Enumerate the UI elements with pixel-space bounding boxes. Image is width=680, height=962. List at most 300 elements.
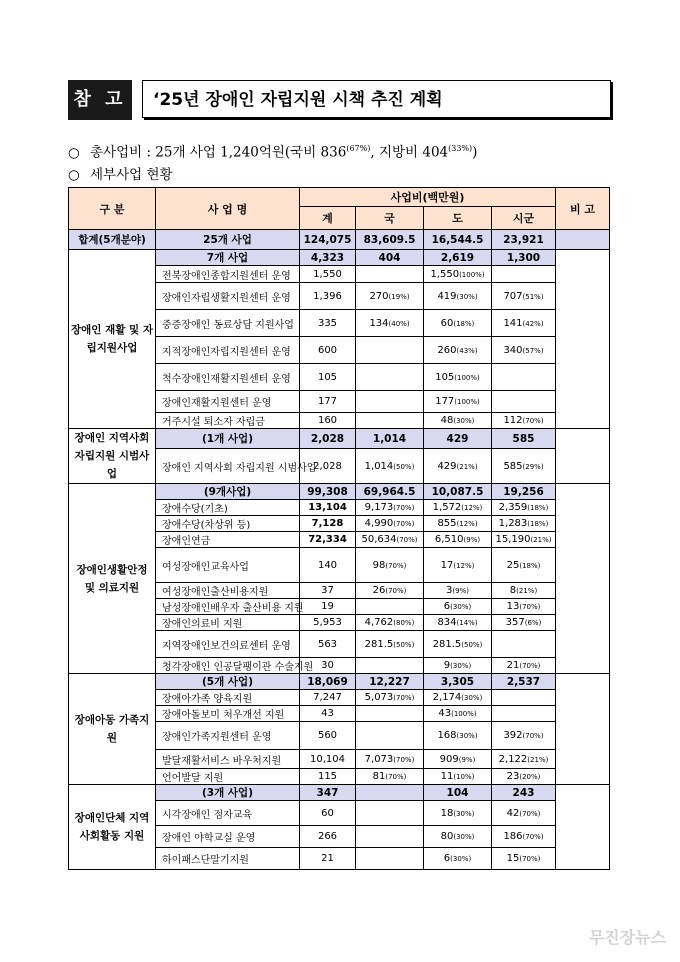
project-name: 장애수당(차상위 등) [156, 516, 300, 532]
group-summary-city: 19,256 [492, 484, 556, 500]
project-province-value: 2,174 [432, 692, 462, 703]
project-city-value: 392 [503, 730, 523, 741]
project-total: 105 [300, 364, 356, 391]
project-city-share: (18%) [527, 520, 549, 528]
group-summary-province: 2,619 [424, 250, 492, 266]
group-summary-row [69, 674, 610, 690]
project-province-share: (21%) [456, 462, 478, 471]
project-total: 10,104 [300, 750, 356, 769]
project-name: 여성장애인출산비용지원 [156, 583, 300, 599]
header-name: 사 업 명 [156, 188, 300, 230]
project-total: 30 [300, 658, 356, 674]
project-city-share: (70%) [519, 603, 541, 611]
project-national [356, 769, 424, 785]
project-name: 장애수당(기초) [156, 500, 300, 516]
header-category: 구 분 [69, 188, 156, 230]
project-province-value: 260 [437, 344, 457, 356]
project-name: 장애인 야학교실 운영 [156, 826, 300, 848]
project-province [424, 337, 492, 364]
project-national-value: 5,073 [364, 692, 394, 703]
group-summary-row [69, 484, 610, 500]
project-city [492, 583, 556, 599]
project-name: 장애아가족 양육지원 [156, 690, 300, 706]
project-name: 지역장애인보건의료센터 운영 [156, 631, 300, 658]
project-city [492, 658, 556, 674]
project-national-value: 4,762 [364, 617, 394, 628]
project-province-share: (30%) [453, 833, 475, 841]
project-province-value: 834 [437, 617, 457, 628]
project-total: 140 [300, 548, 356, 583]
bullet-text: 총사업비 : 25개 사업 1,240억원(국비 836 [90, 144, 347, 161]
project-city-value: 2,122 [498, 753, 528, 765]
grand-total-label: 합계(5개분야) [69, 230, 156, 250]
project-total: 7,247 [300, 690, 356, 706]
project-national [356, 583, 424, 599]
group-summary-total: 2,028 [300, 429, 356, 449]
project-province-value: 419 [437, 290, 457, 302]
project-province-share: (14%) [456, 619, 478, 627]
project-city [492, 750, 556, 769]
project-national-value: 26 [372, 585, 386, 596]
project-province-value: 168 [437, 730, 457, 741]
project-national-value: 281.5 [364, 638, 394, 650]
group-summary-city: 1,300 [492, 250, 556, 266]
bullet-sup: (33%) [448, 144, 473, 153]
project-province-share: (100%) [454, 398, 480, 406]
project-city [492, 615, 556, 631]
project-city [492, 310, 556, 337]
group-summary-total: 347 [300, 785, 356, 801]
project-total: 2,028 [300, 449, 356, 484]
project-national [356, 848, 424, 870]
project-total: 7,128 [300, 516, 356, 532]
project-province-share: (50%) [461, 640, 483, 649]
project-province-value: 18 [440, 807, 454, 819]
project-national-value: 81 [372, 771, 386, 782]
project-total: 13,104 [300, 500, 356, 516]
project-province [424, 706, 492, 722]
project-city [492, 391, 556, 413]
group-summary-row [69, 250, 610, 266]
grand-total-province: 16,544.5 [424, 230, 492, 250]
project-city-value: 340 [503, 344, 523, 356]
project-province-value: 80 [440, 831, 454, 842]
group-summary-total: 99,308 [300, 484, 356, 500]
project-city-value: 186 [503, 831, 523, 842]
project-city [492, 266, 556, 283]
project-city [492, 337, 556, 364]
bullet-detail-status [68, 164, 477, 186]
group-summary-total: 18,069 [300, 674, 356, 690]
project-province-share: (12%) [461, 504, 483, 512]
project-national-share: (70%) [385, 587, 407, 595]
page-title: ‘25년 장애인 자립지원 시책 추진 계획 [142, 80, 611, 118]
project-national [356, 413, 424, 429]
project-national [356, 548, 424, 583]
header-national: 국 [356, 207, 424, 230]
group-summary-row [69, 785, 610, 801]
project-name: 여성장애인교육사업 [156, 548, 300, 583]
project-city-value: 2,359 [498, 502, 528, 513]
grand-total-national: 83,609.5 [356, 230, 424, 250]
project-city-value: 25 [506, 559, 520, 571]
project-national [356, 706, 424, 722]
project-total: 21 [300, 848, 356, 870]
project-province-value: 6 [443, 853, 451, 864]
group-category: 장애인생활안정 및 의료지원 [69, 484, 156, 674]
header-budget: 사업비(백만원) [300, 188, 556, 207]
project-province-value: 3 [446, 585, 453, 596]
project-national-share: (70%) [396, 536, 418, 544]
project-city [492, 532, 556, 548]
project-total: 560 [300, 722, 356, 750]
group-summary-city: 243 [492, 785, 556, 801]
project-province-share: (43%) [456, 346, 478, 355]
project-city-value: 141 [503, 317, 523, 329]
project-national [356, 801, 424, 826]
project-province-share: (100%) [454, 373, 480, 382]
group-note [556, 484, 610, 674]
bullet-text-end: ) [472, 144, 478, 161]
project-province [424, 516, 492, 532]
project-province-value: 281.5 [432, 638, 462, 650]
project-total: 115 [300, 769, 356, 785]
bullet-text: 세부사업 현황 [90, 166, 173, 183]
project-city-value: 1,283 [498, 518, 528, 529]
group-summary-row [69, 429, 610, 449]
project-national-share: (40%) [388, 319, 410, 328]
project-province [424, 364, 492, 391]
page-header [68, 80, 613, 120]
group-summary-name: (3개 사업) [156, 785, 300, 801]
project-province-share: (10%) [453, 773, 475, 781]
group-summary-province: 429 [424, 429, 492, 449]
project-province-value: 43 [438, 708, 452, 719]
project-national [356, 615, 424, 631]
project-city [492, 690, 556, 706]
project-total: 37 [300, 583, 356, 599]
project-province-value: 1,550 [430, 268, 460, 280]
project-national [356, 658, 424, 674]
project-national-share: (50%) [393, 462, 415, 471]
project-city [492, 848, 556, 870]
grand-total-total: 124,075 [300, 230, 356, 250]
group-summary-name: 7개 사업 [156, 250, 300, 266]
group-summary-name: (9개사업) [156, 484, 300, 500]
project-national-value: 9,173 [364, 502, 394, 513]
project-city-value: 707 [503, 290, 523, 302]
project-province [424, 599, 492, 615]
project-province-share: (9%) [458, 755, 476, 764]
header-note: 비 고 [556, 188, 610, 230]
project-province [424, 500, 492, 516]
project-total: 1,550 [300, 266, 356, 283]
project-name: 시각장애인 점자교육 [156, 801, 300, 826]
group-summary-national: 12,227 [356, 674, 424, 690]
project-national [356, 690, 424, 706]
project-national-share: (70%) [393, 520, 415, 528]
project-city-share: (70%) [522, 417, 544, 425]
project-province-value: 60 [440, 317, 454, 329]
group-summary-province: 3,305 [424, 674, 492, 690]
project-national-share: (70%) [385, 561, 407, 570]
project-province-share: (30%) [456, 292, 478, 301]
project-national [356, 283, 424, 310]
project-city-share: (6%) [524, 619, 542, 627]
project-province-value: 9 [443, 660, 451, 671]
project-city-share: (20%) [519, 773, 541, 781]
project-province [424, 532, 492, 548]
watermark-logo: 무진장뉴스 [588, 928, 666, 947]
project-national-share: (50%) [393, 640, 415, 649]
project-province-value: 6 [443, 601, 451, 612]
project-city-share: (70%) [519, 809, 541, 818]
project-province-share: (9%) [463, 536, 481, 544]
project-national-share: (19%) [388, 292, 410, 301]
project-name: 장애인의료비 지원 [156, 615, 300, 631]
project-city-share: (21%) [516, 587, 538, 595]
project-city [492, 801, 556, 826]
header-province: 도 [424, 207, 492, 230]
project-total: 335 [300, 310, 356, 337]
project-province [424, 750, 492, 769]
bullet-sup: (67%) [346, 144, 371, 153]
project-province [424, 413, 492, 429]
project-national [356, 364, 424, 391]
project-total: 43 [300, 706, 356, 722]
project-city-value: 585 [503, 460, 523, 472]
project-name: 청각장애인 인공달팽이관 수술지원 [156, 658, 300, 674]
project-province [424, 769, 492, 785]
project-city-share: (29%) [522, 462, 544, 471]
project-province-share: (12%) [456, 520, 478, 528]
project-province-share: (30%) [456, 732, 478, 740]
group-summary-city: 2,537 [492, 674, 556, 690]
project-total: 72,334 [300, 532, 356, 548]
project-national [356, 532, 424, 548]
project-province [424, 266, 492, 283]
project-city [492, 722, 556, 750]
project-national-value: 7,073 [364, 753, 394, 765]
project-city [492, 364, 556, 391]
project-national-value: 4,990 [364, 518, 394, 529]
project-name: 중증장애인 동료상담 지원사업 [156, 310, 300, 337]
project-national-share: (70%) [393, 504, 415, 512]
project-city [492, 769, 556, 785]
project-name: 언어발달 지원 [156, 769, 300, 785]
project-city-share: (70%) [519, 662, 541, 670]
project-province-value: 11 [440, 771, 454, 782]
project-province [424, 658, 492, 674]
group-note [556, 785, 610, 870]
project-national-share: (70%) [393, 694, 415, 702]
project-province [424, 801, 492, 826]
header-total: 계 [300, 207, 356, 230]
group-summary-national: 1,014 [356, 429, 424, 449]
group-category: 장애인단체 지역사회활동 지원 [69, 785, 156, 870]
project-province-value: 429 [437, 460, 457, 472]
project-city-share: (18%) [519, 561, 541, 570]
bullet-mark: ○ [68, 144, 80, 161]
group-category: 장애인 지역사회 자립지원 시범사업 [69, 429, 156, 484]
project-national-share: (80%) [393, 619, 415, 627]
project-name: 척수장애인재활지원센터 운영 [156, 364, 300, 391]
group-summary-national: 69,964.5 [356, 484, 424, 500]
project-national-share: (70%) [393, 755, 415, 764]
project-province [424, 722, 492, 750]
project-name: 장애아돌보미 처우개선 지원 [156, 706, 300, 722]
project-city [492, 449, 556, 484]
group-note [556, 250, 610, 429]
group-category: 장애아동 가족지원 [69, 674, 156, 785]
project-name: 남성장애인배우자 출산비용 지원 [156, 599, 300, 615]
project-province [424, 826, 492, 848]
project-national [356, 826, 424, 848]
project-national [356, 310, 424, 337]
project-national-value: 1,014 [364, 460, 394, 472]
project-total: 60 [300, 801, 356, 826]
project-city [492, 516, 556, 532]
project-city [492, 500, 556, 516]
project-province-share: (12%) [453, 561, 475, 570]
project-total: 266 [300, 826, 356, 848]
project-national [356, 500, 424, 516]
project-city-share: (51%) [522, 292, 544, 301]
project-name: 지적장애인자립지원센터 운영 [156, 337, 300, 364]
project-total: 160 [300, 413, 356, 429]
project-province [424, 583, 492, 599]
project-national-value: 98 [372, 559, 386, 571]
project-city [492, 599, 556, 615]
project-city-share: (70%) [519, 855, 541, 863]
project-name: 거주시설 퇴소자 자립금 [156, 413, 300, 429]
project-total: 600 [300, 337, 356, 364]
project-city-value: 8 [509, 585, 517, 596]
project-province-share: (30%) [453, 809, 475, 818]
group-summary-province: 10,087.5 [424, 484, 492, 500]
project-national-value: 134 [369, 317, 389, 329]
group-summary-national: 404 [356, 250, 424, 266]
project-name: 장애인가족지원센터 운영 [156, 722, 300, 750]
group-summary-name: (1개 사업) [156, 429, 300, 449]
project-national [356, 266, 424, 283]
grand-total-note [556, 230, 610, 250]
project-province-value: 855 [437, 518, 457, 529]
group-summary-city: 585 [492, 429, 556, 449]
project-city-value: 357 [505, 617, 525, 628]
grand-total-city: 23,921 [492, 230, 556, 250]
group-note [556, 429, 610, 484]
project-total: 177 [300, 391, 356, 413]
summary-bullets [68, 138, 477, 186]
project-national [356, 722, 424, 750]
bullet-text-mid: , 지방비 404 [370, 144, 449, 161]
project-name: 하이패스단말기지원 [156, 848, 300, 870]
project-national [356, 516, 424, 532]
group-summary-province: 104 [424, 785, 492, 801]
project-national-share: (70%) [385, 773, 407, 781]
project-province-value: 105 [435, 371, 455, 383]
bullet-total-budget [68, 138, 477, 164]
group-note [556, 674, 610, 785]
group-category: 장애인 재활 및 자립지원사업 [69, 250, 156, 429]
project-province-share: (18%) [453, 319, 475, 328]
project-city-share: (70%) [522, 833, 544, 841]
project-province-share: (30%) [461, 694, 483, 702]
project-city-value: 15,190 [495, 534, 531, 545]
project-province-share: (100%) [451, 710, 477, 718]
project-national-value: 270 [369, 290, 389, 302]
project-province [424, 283, 492, 310]
project-province-share: (30%) [450, 855, 472, 863]
project-national [356, 631, 424, 658]
project-name: 장애인연금 [156, 532, 300, 548]
project-national [356, 750, 424, 769]
group-summary-name: (5개 사업) [156, 674, 300, 690]
project-city [492, 283, 556, 310]
project-total: 5,953 [300, 615, 356, 631]
group-summary-total: 4,323 [300, 250, 356, 266]
header-city: 시군 [492, 207, 556, 230]
project-province-value: 6,510 [434, 534, 464, 545]
project-city-share: (42%) [522, 319, 544, 328]
project-province-value: 48 [440, 415, 454, 426]
project-province-value: 909 [439, 753, 459, 765]
project-national [356, 337, 424, 364]
project-city-value: 42 [506, 807, 520, 819]
project-province-share: (30%) [453, 417, 475, 425]
project-city-value: 112 [503, 415, 523, 426]
project-province-share: (100%) [459, 270, 485, 279]
project-city-value: 23 [506, 771, 520, 782]
project-province-share: (30%) [450, 603, 472, 611]
project-province [424, 848, 492, 870]
project-province [424, 391, 492, 413]
project-city-value: 21 [506, 660, 520, 671]
project-city-share: (21%) [527, 755, 549, 764]
project-national-value: 50,634 [361, 534, 397, 545]
project-city [492, 631, 556, 658]
project-national [356, 599, 424, 615]
project-province [424, 310, 492, 337]
project-city [492, 548, 556, 583]
project-province-value: 177 [435, 396, 455, 407]
project-province-value: 17 [440, 559, 454, 571]
group-summary-national [356, 785, 424, 801]
project-province [424, 631, 492, 658]
project-city-share: (70%) [522, 732, 544, 740]
grand-total-name: 25개 사업 [156, 230, 300, 250]
bullet-mark: ○ [68, 166, 80, 183]
project-name: 장애인재활지원센터 운영 [156, 391, 300, 413]
project-national [356, 449, 424, 484]
grand-total-row [69, 230, 610, 250]
project-name: 장애인자립생활지원센터 운영 [156, 283, 300, 310]
project-province-share: (30%) [450, 662, 472, 670]
project-name: 전북장애인종합지원센터 운영 [156, 266, 300, 283]
reference-label: 참 고 [68, 80, 132, 120]
project-province [424, 449, 492, 484]
project-province [424, 615, 492, 631]
project-province [424, 690, 492, 706]
project-city [492, 826, 556, 848]
project-city-share: (57%) [522, 346, 544, 355]
project-total: 563 [300, 631, 356, 658]
project-city [492, 706, 556, 722]
project-city-share: (18%) [527, 504, 549, 512]
project-province [424, 548, 492, 583]
project-city-share: (21%) [530, 536, 552, 544]
